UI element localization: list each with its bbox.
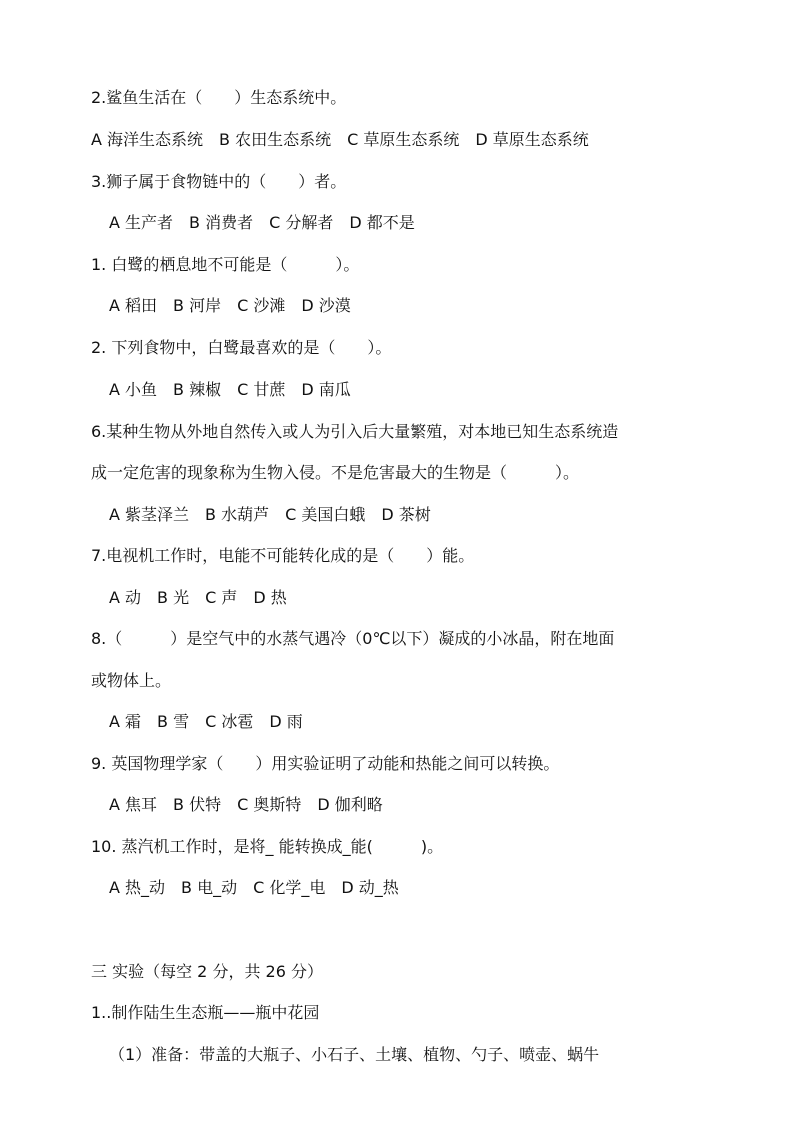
egret-question-2-options: A 小鱼 B 辣椒 C 甘蔗 D 南瓜 xyxy=(109,380,351,399)
experiment-1-title: 1..制作陆生生态瓶——瓶中花园 xyxy=(91,1003,320,1022)
question-9-stem: 9. 英国物理学家（ ）用实验证明了动能和热能之间可以转换。 xyxy=(91,754,560,773)
question-6-stem-line-1: 6.某种生物从外地自然传入或人为引入后大量繁殖，对本地已知生态系统造 xyxy=(91,422,619,441)
experiment-1-preparation: （1）准备：带盖的大瓶子、小石子、土壤、植物、勺子、喷壶、蜗牛 xyxy=(109,1045,600,1064)
question-9-options: A 焦耳 B 伏特 C 奥斯特 D 伽利略 xyxy=(109,795,383,814)
question-3-stem: 3.狮子属于食物链中的（ ）者。 xyxy=(91,172,347,191)
question-8-options: A 霜 B 雪 C 冰雹 D 雨 xyxy=(109,712,303,731)
question-2-stem: 2.鲨鱼生活在（ ）生态系统中。 xyxy=(91,88,347,107)
question-8-stem-line-1: 8.（ ）是空气中的水蒸气遇冷（0℃以下）凝成的小冰晶，附在地面 xyxy=(91,629,615,648)
question-10-stem: 10. 蒸汽机工作时，是将_ 能转换成_能( )。 xyxy=(91,837,444,856)
egret-question-2-stem: 2. 下列食物中，白鹭最喜欢的是（ ）。 xyxy=(91,338,392,357)
question-3-options: A 生产者 B 消费者 C 分解者 D 都不是 xyxy=(109,213,415,232)
section-3-heading: 三 实验（每空 2 分，共 26 分） xyxy=(91,962,323,981)
question-6-stem-line-2: 成一定危害的现象称为生物入侵。不是危害最大的生物是（ ）。 xyxy=(91,463,580,482)
question-7-stem: 7.电视机工作时，电能不可能转化成的是（ ）能。 xyxy=(91,546,475,565)
question-2-options: A 海洋生态系统 B 农田生态系统 C 草原生态系统 D 草原生态系统 xyxy=(91,130,589,149)
question-6-options: A 紫茎泽兰 B 水葫芦 C 美国白蛾 D 茶树 xyxy=(109,505,431,524)
egret-question-1-options: A 稻田 B 河岸 C 沙滩 D 沙漠 xyxy=(109,296,351,315)
question-10-options: A 热_动 B 电_动 C 化学_电 D 动_热 xyxy=(109,878,399,897)
question-7-options: A 动 B 光 C 声 D 热 xyxy=(109,588,287,607)
question-8-stem-line-2: 或物体上。 xyxy=(91,671,172,690)
egret-question-1-stem: 1. 白鹭的栖息地不可能是（ ）。 xyxy=(91,255,360,274)
